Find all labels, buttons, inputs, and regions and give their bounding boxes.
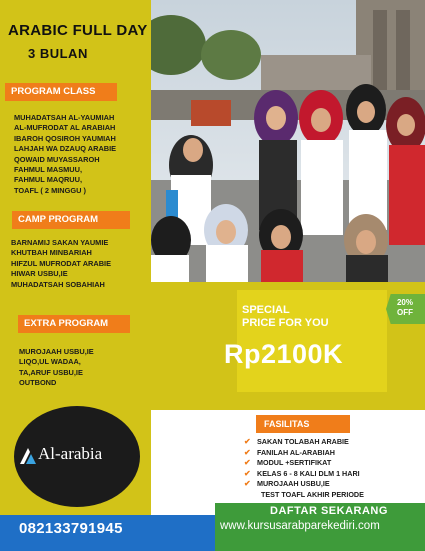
fasilitas-label: FASILITAS: [256, 415, 350, 433]
discount-text: [393, 298, 417, 318]
price-amount: Rp2100K: [224, 339, 344, 369]
list-item: IBAROH QOSIROH YAUMIAH: [14, 133, 116, 143]
fasilitas-item: FANILAH AL-ARABIAH: [257, 447, 335, 457]
special-price-text: [242, 304, 329, 330]
list-item: FAHMUL MAQRUU,: [14, 175, 83, 185]
poster-subtitle: 3 BULAN: [28, 46, 88, 61]
list-item: TA,ARUF USBU,IE: [19, 367, 83, 377]
fasilitas-item: TEST TOAFL AKHIR PERIODE: [261, 489, 364, 499]
special-line-1: SPECIAL: [242, 304, 290, 316]
check-icon: ✔: [244, 468, 251, 478]
list-item: MUHADATSAH SOBAHIAH: [11, 279, 105, 289]
check-icon: ✔: [244, 437, 251, 446]
list-item: [244, 469, 364, 480]
list-item: LAHJAH WA DZAUQ ARABIE: [14, 144, 117, 154]
list-item: MUROJAAH USBU,IE: [19, 347, 94, 356]
bottom-strip-green: [215, 543, 425, 551]
check-icon: ✔: [244, 458, 251, 468]
list-item: HIWAR USBU,IE: [11, 269, 68, 279]
list-item: [244, 458, 364, 469]
students-photo-illustration: [151, 0, 425, 282]
poster-title: ARABIC FULL DAY: [8, 22, 148, 39]
discount-percent: 20%: [396, 298, 413, 307]
students-photo: [151, 0, 425, 282]
list-item: FAHMUL MASMUU,: [14, 165, 83, 175]
fasilitas-item: MUROJAAH USBU,IE: [257, 479, 330, 489]
fasilitas-item: KELAS 6 - 8 KALI DLM 1 HARI: [257, 468, 360, 478]
fasilitas-list: [244, 437, 364, 501]
check-icon: ✔: [244, 447, 251, 457]
check-icon: ✔: [244, 479, 251, 489]
list-item: HIFZUL MUFRODAT ARABIE: [11, 258, 112, 268]
al-arabia-logo-mark-icon: [19, 447, 37, 465]
phone-number[interactable]: 082133791945: [19, 520, 123, 537]
list-item: [244, 479, 364, 490]
extra-program-list: [19, 347, 94, 389]
extra-program-label: EXTRA PROGRAM: [18, 315, 130, 333]
list-item: TOAFL ( 2 MINGGU ): [14, 185, 86, 195]
discount-off: OFF: [397, 308, 413, 317]
list-item: [244, 490, 364, 501]
website-url[interactable]: www.kursusarabparekediri.com: [220, 520, 380, 532]
camp-program-list: [11, 238, 111, 290]
list-item: AL-MUFRODAT AL ARABIAH: [14, 123, 116, 133]
logo-name: Al-arabia: [38, 444, 103, 463]
list-item: LIQO,UL WADAA,: [19, 357, 81, 367]
special-line-2: PRICE FOR YOU: [242, 317, 329, 329]
fasilitas-item: MODUL +SERTIFIKAT: [257, 458, 332, 468]
list-item: OUTBOND: [19, 378, 57, 388]
program-class-list: [14, 113, 116, 196]
list-item: KHUTBAH MINBARIAH: [11, 248, 92, 258]
register-now-text: DAFTAR SEKARANG: [270, 505, 388, 517]
list-item: MUHADATSAH AL-YAUMIAH: [14, 113, 115, 122]
program-class-label: PROGRAM CLASS: [5, 83, 117, 101]
list-item: [244, 448, 364, 459]
camp-program-label: CAMP PROGRAM: [12, 211, 130, 229]
fasilitas-item: SAKAN TOLABAH ARABIE: [257, 437, 349, 446]
list-item: BARNAMIJ SAKAN YAUMIE: [11, 238, 109, 247]
list-item: QOWAID MUYASSAROH: [14, 154, 100, 164]
list-item: [244, 437, 364, 448]
